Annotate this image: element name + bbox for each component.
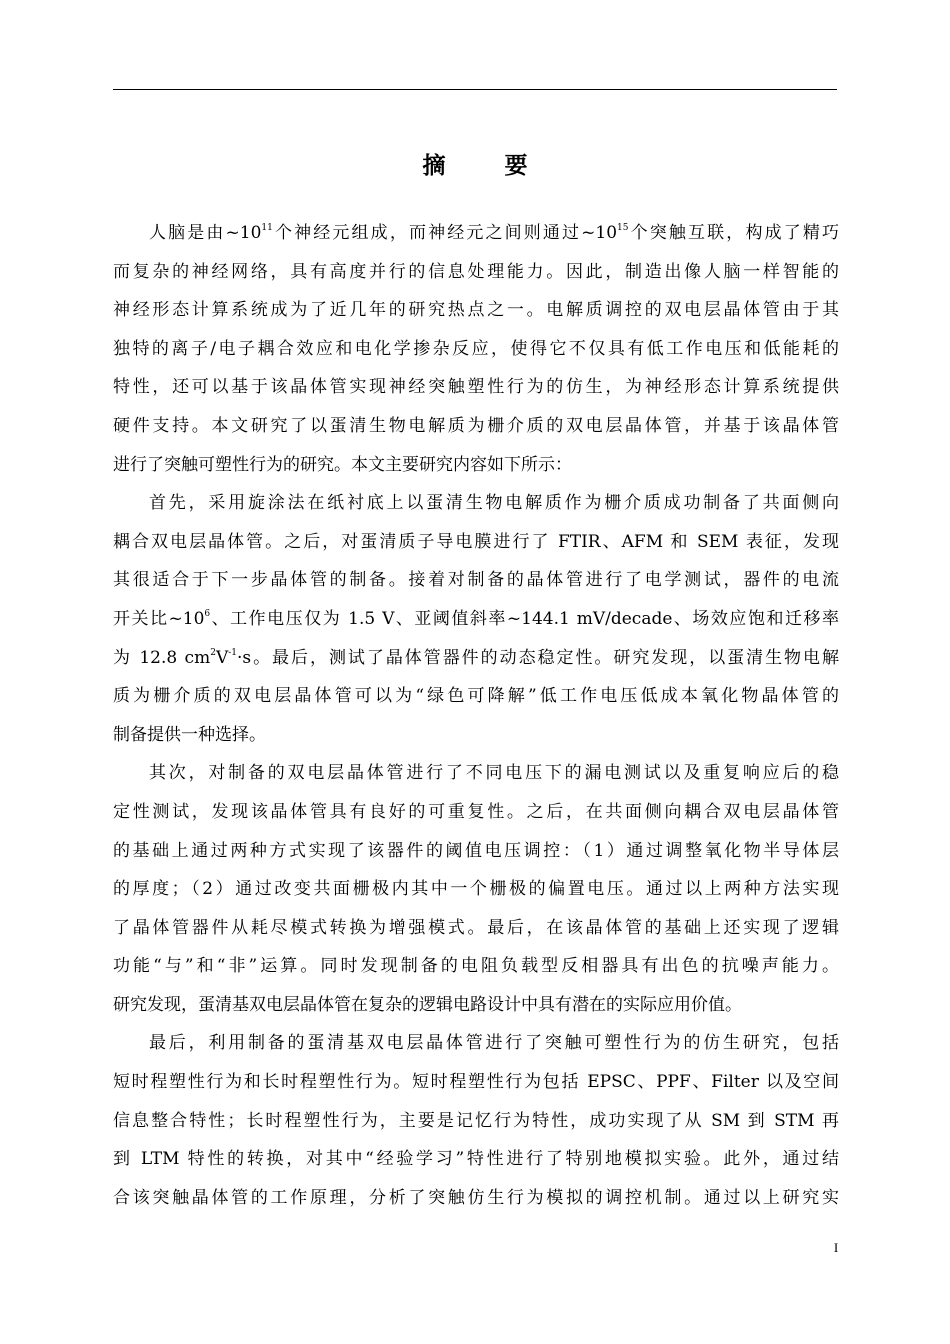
text-run: 人脑是由~10 bbox=[149, 223, 262, 243]
superscript: -1 bbox=[228, 647, 237, 658]
text-run: 为 12.8 cm bbox=[113, 647, 211, 668]
text-run: ·s。最后，测试了晶体管器件的动态稳定性。研究发现，以蛋清生物电解 bbox=[237, 647, 839, 668]
text-run: 个突触互联，构成了精巧 bbox=[628, 223, 839, 243]
superscript: 2 bbox=[210, 647, 216, 658]
text-line: 到 LTM 特性的转换，对其中“经验学习”特性进行了特别地模拟实验。此外，通过结 bbox=[113, 1149, 839, 1170]
text-line bbox=[113, 214, 839, 253]
text-line: 的基础上通过两种方式实现了该器件的阈值电压调控：（1）通过调整氧化物半导体层 bbox=[113, 840, 839, 861]
text-line: 质为栅介质的双电层晶体管可以为“绿色可降解”低工作电压低成本氧化物晶体管的 bbox=[113, 686, 839, 707]
text-line: 定性测试，发现该晶体管具有良好的可重复性。之后，在共面侧向耦合双电层晶体管 bbox=[113, 801, 839, 822]
text-line: 功能“与”和“非”运算。同时发现制备的电阻负载型反相器具有出色的抗噪声能力。 bbox=[113, 956, 839, 977]
page-title: 摘 要 bbox=[422, 153, 546, 179]
text-line: 首先，采用旋涂法在纸衬底上以蛋清生物电解质作为栅介质成功制备了共面侧向 bbox=[149, 493, 839, 514]
text-line: 的厚度；（2）通过改变共面栅极内其中一个栅极的偏置电压。通过以上两种方法实现 bbox=[113, 879, 839, 900]
text-run: 开关比~10 bbox=[113, 608, 205, 629]
page-number: I bbox=[833, 1240, 839, 1255]
text-line: 制备提供一种选择。 bbox=[113, 724, 266, 745]
superscript: 11 bbox=[261, 223, 273, 233]
superscript: 6 bbox=[204, 608, 211, 619]
text-run: 个神经元组成，而神经元之间则通过~10 bbox=[272, 223, 618, 243]
text-line: 研究发现，蛋清基双电层晶体管在复杂的逻辑电路设计中具有潜在的实际应用价值。 bbox=[113, 994, 742, 1015]
text-line bbox=[113, 639, 839, 678]
text-line: 短时程塑性行为和长时程塑性行为。短时程塑性行为包括 EPSC、PPF、Filter 以及空间 bbox=[113, 1072, 839, 1093]
text-line: 耦合双电层晶体管。之后，对蛋清质子导电膜进行了 FTIR、AFM 和 SEM 表征，发现 bbox=[113, 531, 839, 552]
text-line: 而复杂的神经网络，具有高度并行的信息处理能力。因此，制造出像人脑一样智能的 bbox=[113, 261, 839, 282]
abstract-body bbox=[113, 214, 839, 1217]
text-line: 特性，还可以基于该晶体管实现神经突触塑性行为的仿生，为神经形态计算系统提供 bbox=[113, 377, 839, 398]
text-line: 最后，利用制备的蛋清基双电层晶体管进行了突触可塑性行为的仿生研究，包括 bbox=[149, 1033, 839, 1054]
text-line: 神经形态计算系统成为了近几年的研究热点之一。电解质调控的双电层晶体管由于其 bbox=[113, 300, 839, 321]
text-line: 信息整合特性；长时程塑性行为，主要是记忆行为特性，成功实现了从 SM 到 STM 再 bbox=[113, 1110, 839, 1131]
text-run: 、工作电压仅为 1.5 V、亚阈值斜率~144.1 mV/decade、场效应饱和迁移率 bbox=[210, 608, 839, 629]
superscript: 15 bbox=[617, 223, 629, 233]
text-line: 进行了突触可塑性行为的研究。本文主要研究内容如下所示： bbox=[113, 454, 572, 475]
text-line: 其很适合于下一步晶体管的制备。接着对制备的晶体管进行了电学测试，器件的电流 bbox=[113, 570, 839, 591]
text-run: V bbox=[215, 647, 229, 668]
text-line: 其次，对制备的双电层晶体管进行了不同电压下的漏电测试以及重复响应后的稳 bbox=[149, 763, 839, 784]
text-line: 合该突触晶体管的工作原理，分析了突触仿生行为模拟的调控机制。通过以上研究实 bbox=[113, 1187, 839, 1208]
text-line: 了晶体管器件从耗尽模式转换为增强模式。最后，在该晶体管的基础上还实现了逻辑 bbox=[113, 917, 839, 938]
text-line: 独特的离子/电子耦合效应和电化学掺杂反应，使得它不仅具有低工作电压和低能耗的 bbox=[113, 338, 839, 359]
text-line bbox=[113, 600, 839, 639]
header-rule bbox=[113, 89, 837, 90]
text-line: 硬件支持。本文研究了以蛋清生物电解质为栅介质的双电层晶体管，并基于该晶体管 bbox=[113, 415, 839, 436]
